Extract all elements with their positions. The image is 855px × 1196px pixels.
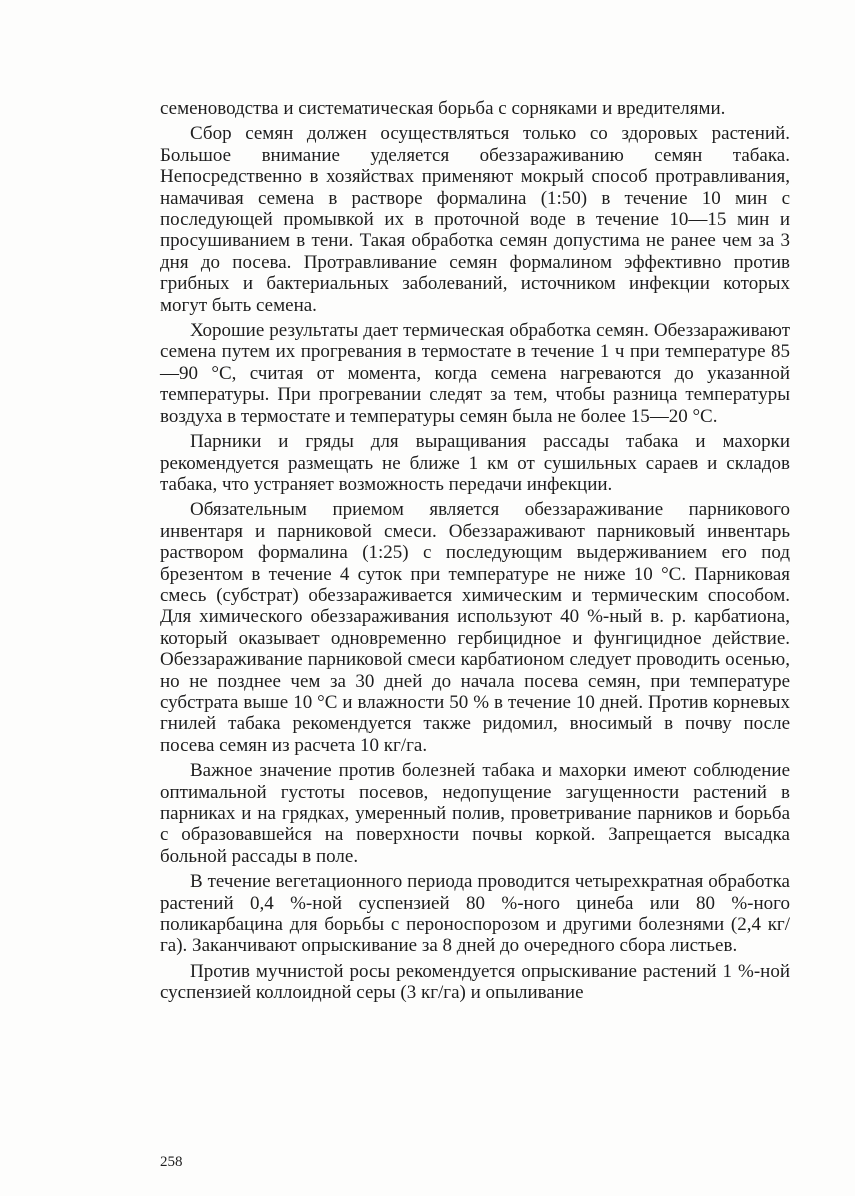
paragraph-6: Важное значение против болезней табака и махорки имеют соблюдение оптимальной густоты посевов, недопущение загущенности растений в парниках и на грядках, умеренный полив, проветривание парников и борьба с образовавшейся на поверхности почвы коркой. Запрещается высадка больной рассады в поле.	[160, 760, 790, 867]
paragraph-8: Против мучнистой росы рекомендуется опрыскивание растений 1 %-ной суспензией коллоидной серы (3 кг/га) и опыливание	[160, 960, 790, 1004]
paragraph-1: семеноводства и систематическая борьба с сорняками и вредителями.	[160, 98, 726, 119]
paragraph-2: Сбор семян должен осуществляться только со здоровых растений. Большое внимание уделяется обеззараживанию семян табака. Непосредственно в хозяйствах применяют мокрый способ протравливания, намачивая семена в растворе формалина (1:50) в течение 10 мин с последующей промывкой их в проточной воде в течение 10—15 мин и просушиванием в тени. Такая обработка семян допустима не ранее чем за 3 дня до посева. Протравливание семян формалином эффективно против грибных и бактериальных заболеваний, источником инфекции которых могут быть семена.	[160, 123, 790, 316]
paragraph-3: Хорошие результаты дает термическая обработка семян. Обеззараживают семена путем их прогревания в термостате в течение 1 ч при температуре 85—90 °С, считая от момента, когда семена нагреваются до указанной температуры. При прогревании следят за тем, чтобы разница температуры воздуха в термостате и температуры семян была не более 15—20 °С.	[160, 320, 790, 427]
paragraph-5: Обязательным приемом является обеззараживание парникового инвентаря и парниковой смеси. Обеззараживают парниковый инвентарь раствором формалина (1:25) с последующим выдерживанием его под брезентом в течение 4 суток при температуре не ниже 10 °С. Парниковая смесь (субстрат) обеззараживается химическим и термическим способом. Для химического обеззараживания используют 40 %-ный в. р. карбатиона, который оказывает одновременно гербицидное и фунгицидное действие. Обеззараживание парниковой смеси карбатионом следует проводить осенью, но не позднее чем за 30 дней до начала посева семян, при температуре субстрата выше 10 °С и влажности 50 % в течение 10 дней. Против корневых гнилей табака рекомендуется также ридомил, вносимый в почву после посева семян из расчета 10 кг/га.	[160, 499, 790, 756]
body-text	[160, 98, 790, 1008]
paragraph-7: В течение вегетационного периода проводится четырехкратная обработка растений 0,4 %-ной суспензией 80 %-ного цинеба или 80 %-ного поликарбацина для борьбы с пероноспорозом и другими болезнями (2,4 кг/га). Заканчивают опрыскивание за 8 дней до очередного сбора листьев.	[160, 871, 790, 957]
page-number: 258	[160, 1154, 183, 1170]
paragraph-4: Парники и гряды для выращивания рассады табака и махорки рекомендуется размещать не ближе 1 км от сушильных сараев и складов табака, что устраняет возможность передачи инфекции.	[160, 431, 790, 495]
